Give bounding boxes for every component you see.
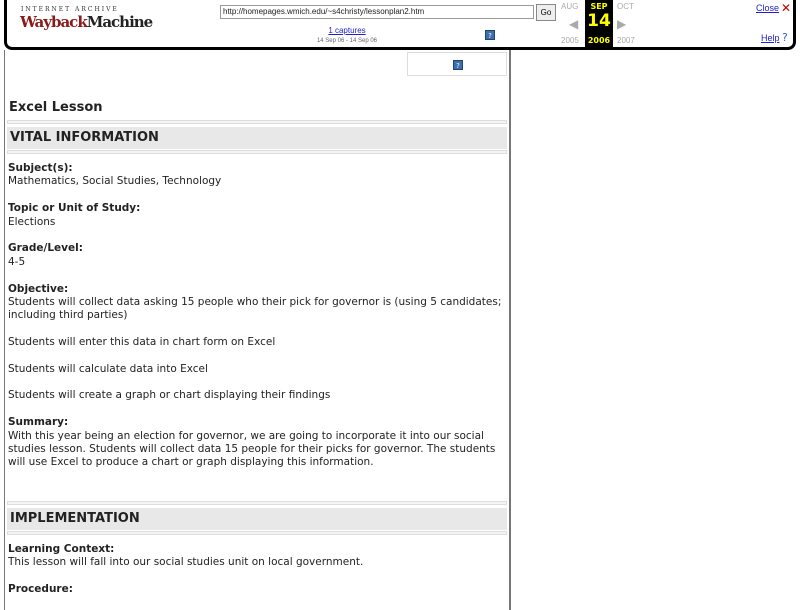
logo-part: Machine xyxy=(86,13,153,31)
field-label: Subject(s): xyxy=(8,162,73,174)
logo-part: Wayback xyxy=(20,13,87,31)
topic: Elections xyxy=(8,215,56,228)
section-heading: IMPLEMENTATION xyxy=(7,508,507,530)
wayback-toolbar xyxy=(4,0,796,50)
question-icon[interactable]: ? xyxy=(782,31,788,44)
vital-info xyxy=(8,162,503,483)
summary: With this year being an election for governor, we are going to incorporate it into our social studies lesson. Students will collect data 15 people for their picks for governor. The students will use Excel to produce a chart or graph displaying this information. xyxy=(8,429,496,469)
divider xyxy=(7,531,507,535)
learning-context: This lesson will fall into our social studies unit on local government. xyxy=(8,556,364,569)
objective: Students will create a graph or chart displaying their findings xyxy=(8,389,331,402)
subjects: Mathematics, Social Studies, Technology xyxy=(8,175,222,188)
close-icon[interactable]: ✕ xyxy=(781,1,792,15)
page-title: Excel Lesson xyxy=(9,100,103,115)
help-link[interactable]: Help xyxy=(761,33,780,43)
captures-link[interactable]: 1 captures xyxy=(328,26,366,35)
wayback-logo[interactable] xyxy=(20,13,152,31)
prev-year[interactable]: 2005 xyxy=(561,36,579,45)
section-heading: VITAL INFORMATION xyxy=(7,127,507,149)
help-icon[interactable]: ? xyxy=(485,30,495,40)
lesson-page xyxy=(4,50,511,610)
next-month[interactable]: OCT xyxy=(617,2,634,11)
current-month: SEP xyxy=(590,2,608,11)
current-date xyxy=(585,0,613,47)
close-link[interactable]: Close xyxy=(756,3,780,13)
prev-arrow-icon[interactable]: ◀ xyxy=(569,17,579,31)
field-label: Grade/Level: xyxy=(8,242,83,255)
objective: Students will enter this data in chart form on Excel xyxy=(8,335,276,348)
image-placeholder xyxy=(407,52,507,76)
divider xyxy=(7,120,507,124)
current-year: 2006 xyxy=(587,36,611,45)
next-arrow-icon[interactable]: ▶ xyxy=(617,17,627,31)
objective: Students will collect data asking 15 people who their pick for governor is (using 5 candidates; including third parties) xyxy=(8,296,502,322)
grade: 4-5 xyxy=(8,255,26,268)
field-label: Procedure: xyxy=(8,583,73,596)
field-label: Objective: xyxy=(8,282,69,295)
capture-range: 14 Sep 06 - 14 Sep 06 xyxy=(316,38,378,44)
current-day: 14 xyxy=(587,11,611,31)
url-input[interactable]: http://homepages.wmich.edu/~s4christy/lessonplan2.htm xyxy=(220,5,534,19)
objective: Students will calculate data into Excel xyxy=(8,362,208,375)
broken-image-icon: ? xyxy=(453,60,463,70)
divider xyxy=(7,501,507,505)
next-year[interactable]: 2007 xyxy=(617,36,635,45)
logo-caption: INTERNET ARCHIVE xyxy=(21,6,119,13)
divider xyxy=(7,150,507,154)
field-label: Topic or Unit of Study: xyxy=(8,202,141,215)
field-label: Summary: xyxy=(8,416,69,429)
prev-month[interactable]: AUG xyxy=(561,2,579,11)
field-label: Learning Context: xyxy=(8,543,115,555)
go-button[interactable]: Go xyxy=(536,4,556,21)
